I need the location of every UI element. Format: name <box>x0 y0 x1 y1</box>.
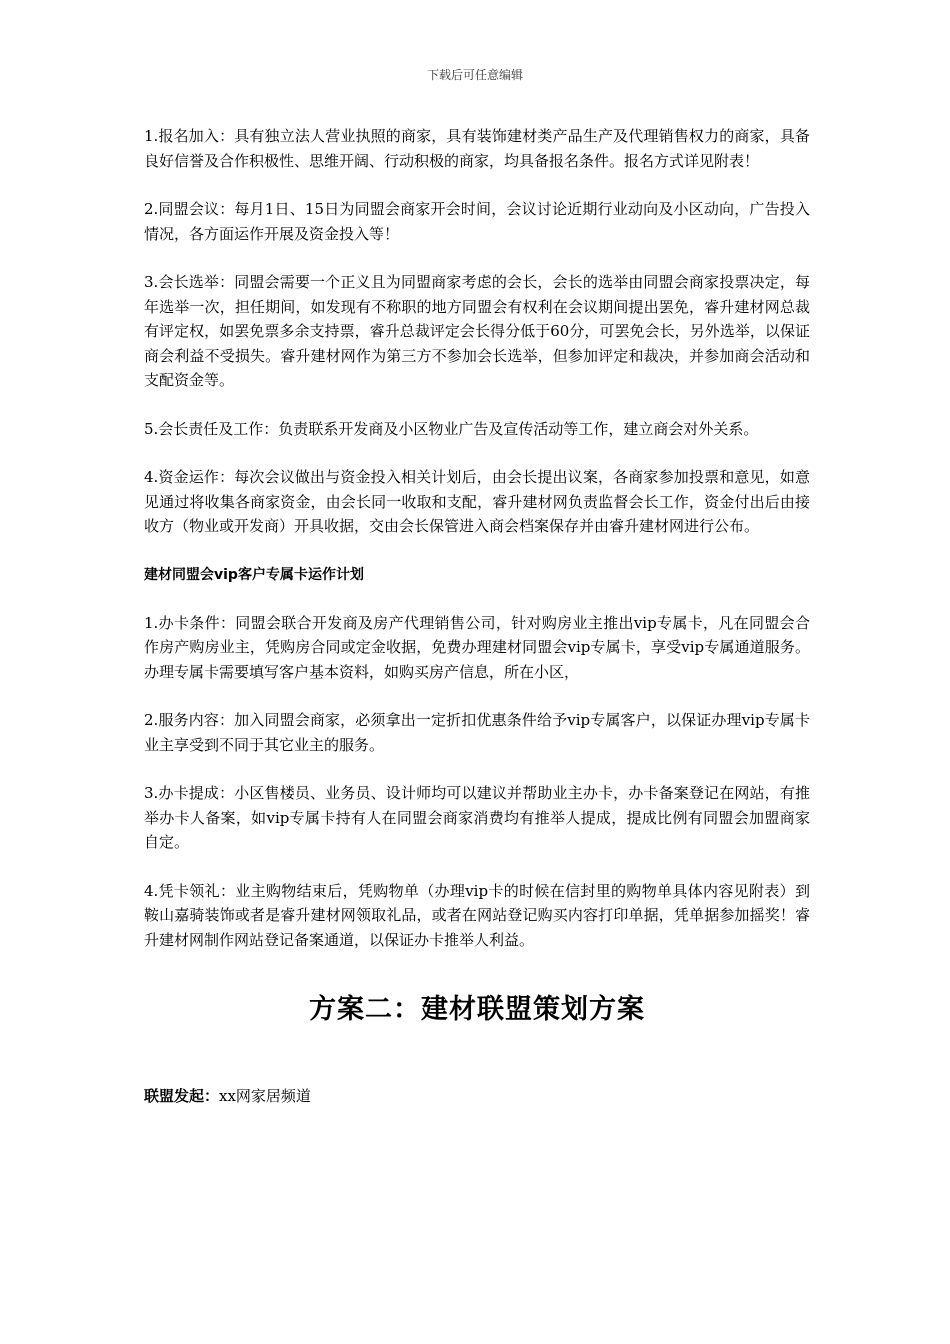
paragraph-alliance-meeting: 2.同盟会议：每月1日、15日为同盟会商家开会时间，会议讨论近期行业动向及小区动向，广告投入情况，各方面运作开展及资金投入等！ <box>144 200 810 243</box>
paragraph-card-commission: 3.办卡提成：小区售楼员、业务员、设计师均可以建议并帮助业主办卡，办卡备案登记在网站，有推举办卡人备案，如vip专属卡持有人在同盟会商家消费均有推举人提成，提成比例有同盟会加盟商家自定。 <box>144 784 810 851</box>
paragraph-president-election: 3.会长选举：同盟会需要一个正义且为同盟商家考虑的会长，会长的选举由同盟会商家投票决定，每年选举一次，担任期间，如发现有不称职的地方同盟会有权利在会议期间提出罢免，睿升建材网总裁有评定权，如罢免票多余支持票，睿升总裁评定会长得分低于60分，可罢免会长，另外选举，以保证商会利益不受损失。睿升建材网作为第三方不参加会长选举，但参加评定和裁决，并参加商会活动和支配资金等。 <box>144 273 810 389</box>
alliance-initiator <box>144 1084 810 1108</box>
alliance-initiator-label: 联盟发起： <box>144 1087 220 1105</box>
paragraph-card-conditions: 1.办卡条件：同盟会联合开发商及房产代理销售公司，针对购房业主推出vip专属卡，凡在同盟会合作房产购房业主，凭购房合同或定金收据，免费办理建材同盟会vip专属卡，享受vip专属通道服务。办理专属卡需要填写客户基本资料，如购买房产信息，所在小区， <box>144 613 810 681</box>
paragraph-fund-operation: 4.资金运作：每次会议做出与资金投入相关计划后，由会长提出议案，各商家参加投票和意见，如意见通过将收集各商家资金，由会长同一收取和支配，睿升建材网负责监督会长工作，资金付出后由接收方（物业或开发商）开具收据，交由会长保管进入商会档案保存并由睿升建材网进行公布。 <box>144 468 810 535</box>
paragraph-gift-redemption: 4.凭卡领礼：业主购物结束后，凭购物单（办理vip卡的时候在信封里的购物单具体内容见附表）到鞍山嘉骑装饰或者是睿升建材网领取礼品，或者在网站登记购买内容打印单据，凭单据参加摇奖！睿升建材网制作网站登记备案通道，以保证办卡推举人利益。 <box>144 881 810 949</box>
document-body <box>144 124 810 1108</box>
alliance-initiator-value: xx网家居频道 <box>219 1087 311 1105</box>
plan-two-title: 方案二：建材联盟策划方案 <box>309 994 645 1025</box>
paragraph-president-duties: 5.会长责任及工作：负责联系开发商及小区物业广告及宣传活动等工作，建立商会对外关系。 <box>144 419 759 438</box>
paragraph-service-content: 2.服务内容：加入同盟会商家，必须拿出一定折扣优惠条件给予vip专属客户，以保证办理vip专属卡业主享受到不同于其它业主的服务。 <box>144 711 810 754</box>
vip-section-heading: 建材同盟会vip客户专属卡运作计划 <box>144 566 364 583</box>
paragraph-registration: 1.报名加入：具有独立法人营业执照的商家，具有装饰建材类产品生产及代理销售权力的商家，具备良好信誉及合作积极性、思维开阔、行动积极的商家，均具备报名条件。报名方式详见附表！ <box>144 127 810 170</box>
page-header: 下载后可任意编辑 <box>426 68 523 82</box>
